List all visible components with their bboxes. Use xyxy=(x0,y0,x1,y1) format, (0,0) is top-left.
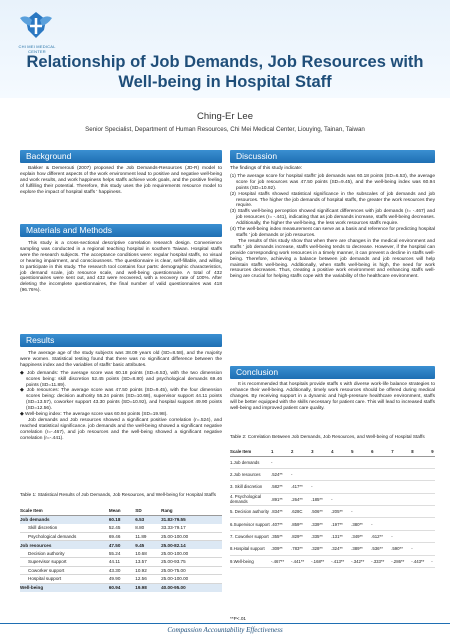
discussion-intro: The findings of this study indicate: xyxy=(230,166,303,171)
table1-caption: Table 1: Statistical Results of Job Demands, Job Resources, and Well-being for Hospital Staffs xyxy=(20,492,217,497)
table-row xyxy=(20,524,222,533)
table-cell: 9.45 xyxy=(135,541,161,550)
table-cell: 47.50 xyxy=(109,541,135,550)
list-item: (1) The average score for hospital staffs' job demands was 60.18 points (SD=6.53), the average score for job resources was 47.50 points (SD=9.45), and the well-being index was 60.94 points (SD=10.92). xyxy=(230,173,435,191)
table-cell xyxy=(391,493,411,505)
brand-name: CHI MEI MEDICAL CENTER xyxy=(18,44,56,54)
table-cell: 6.53 xyxy=(135,515,161,524)
table-cell xyxy=(331,468,351,480)
table-cell: -.333** xyxy=(371,555,391,567)
list-item: ◆ Job demands: The average score was 60.18 points (SD=6.53), with the two dimension scores being: skill discretion 52.45 points (SD=8.80) and psychological demands 69.46 points (SD=11.89). xyxy=(20,370,222,388)
table-cell: 12.56 xyxy=(135,575,161,584)
table-cell xyxy=(351,481,371,493)
table-row xyxy=(230,506,435,518)
table-cell: Supervisor support xyxy=(20,558,109,567)
results-intro: The average age of the study subjects was 38.09 years old (SD=8.58), and the majority were women. Statistical testing found that there was no significant difference between the happiness index and the variables of staffs' basic attributes. xyxy=(20,351,222,368)
methods-heading: Materials and Methods xyxy=(20,224,222,237)
table-cell xyxy=(371,481,391,493)
background-paragraph: Bakker & Demerouti (2007) proposed the Job Demands-Resources (JD-R) model to explain how different aspects of the work environment lead to positive and negative well-being and work results, and work happiness helps staffs achieve work goals, and the positive feeling of fulfilling their potential. Therefore, this study uses the job requirements resource model to explore the impact of hospital staffs ' happiness. xyxy=(20,166,222,195)
list-item: ◆ Job resources: The average score was 47.50 points (SD=9.45), with the four dimension scores being: decision authority 55.24 points (SD=10.68), supervisor support 44.11 points (SD=13.57), coworker support 43.30 points (SD=10.92), and hospital support 49.90 points (SD=12.56). xyxy=(20,388,222,412)
table-row xyxy=(20,532,222,541)
table-cell: .628C xyxy=(291,506,311,518)
table-cell xyxy=(431,456,435,468)
table-cell xyxy=(371,456,391,468)
table-cell xyxy=(391,518,411,530)
table-cell: 25.00-82.14 xyxy=(161,541,222,550)
table-cell: .389** xyxy=(351,543,371,555)
table-cell xyxy=(371,493,391,505)
results-heading: Results xyxy=(20,334,222,347)
table-cell: - xyxy=(391,530,411,542)
table-cell: 5. Decision authority xyxy=(230,506,271,518)
column-header: Scale Item xyxy=(20,507,109,515)
table-cell: Hospital support xyxy=(20,575,109,584)
discussion-items xyxy=(230,174,435,239)
table-cell: Coworker support xyxy=(20,566,109,575)
table-cell: -.413** xyxy=(331,555,351,567)
table-cell: 31.82-79.55 xyxy=(161,515,222,524)
methods-paragraph: This study is a cross-sectional descriptive correlation research design. Convenience sampling was conducted in a regional teaching hospital in southern Taiwan. Hospital staffs were the research subjects. The acceptance conditions were: regular hospital staffs, no visual or hearing impairment, and consciousness. The questionnaire is clear, self-fillable, and willing to participate in this study. The research tool contains four parts: demographic characteristics, job demand scale, job resource scale, and well-being questionnaire. A total of 432 questionnaires were sent out, and 432 were recovered, with a recovery rate of 100%. After deleting the incomplete questionnaires, the final number of valid questionnaires was 418 (96.76%). xyxy=(20,241,222,294)
table-cell: .339** xyxy=(311,518,331,530)
table-cell: - xyxy=(371,518,391,530)
table-cell: .380** xyxy=(351,518,371,530)
table-cell xyxy=(411,518,431,530)
table-cell: 44.11 xyxy=(109,558,135,567)
table-cell: .891** xyxy=(271,493,291,505)
table-cell: 8.Hospital support xyxy=(230,543,271,555)
table-cell xyxy=(431,530,435,542)
table-row xyxy=(20,575,222,584)
conclusion-text xyxy=(230,382,435,414)
table-cell xyxy=(411,456,431,468)
table-cell: .417** xyxy=(291,481,311,493)
column-header: 8 xyxy=(411,448,431,456)
table-row xyxy=(20,583,222,592)
table-cell: - xyxy=(311,481,331,493)
table-cell: 25.00-100.00 xyxy=(161,575,222,584)
table-cell: .834** xyxy=(271,506,291,518)
table-cell: 10.92 xyxy=(135,566,161,575)
table-cell: -.467** xyxy=(271,555,291,567)
table-cell: 43.30 xyxy=(109,566,135,575)
table-cell: 7. Coworker support xyxy=(230,530,271,542)
table-row xyxy=(20,549,222,558)
table-cell: .829** xyxy=(291,530,311,542)
table-cell xyxy=(391,506,411,518)
table-cell: .335** xyxy=(311,530,331,542)
table-cell: .506** xyxy=(311,506,331,518)
list-item: (2) Hospital staffs showed statistical significance in the subscales of job demands and job resources. The higher the job demands of hospital staffs, the greater the work resources they require. xyxy=(230,191,435,209)
column-header: 2 xyxy=(291,448,311,456)
list-item: (3) Staffs well-being perception showed significant differences with job demands (r= -.467) and job resources (r= -.441), indicating that as job demands increase, staffs well-being decreases. Additionally, the higher the well-being, the less work resources staffs require. xyxy=(230,209,435,227)
table-row xyxy=(230,493,435,505)
table-cell: 60.94 xyxy=(109,583,135,592)
table-cell xyxy=(351,468,371,480)
methods-text xyxy=(20,241,222,296)
table-cell: 13.57 xyxy=(135,558,161,567)
table-cell: 19.98 xyxy=(135,583,161,592)
table-cell: 6.Supervisor support xyxy=(230,518,271,530)
table-cell xyxy=(431,481,435,493)
table-row xyxy=(230,456,435,468)
table-header-row xyxy=(230,448,435,456)
results-bullets xyxy=(20,371,222,418)
discussion-text xyxy=(230,166,435,282)
background-text xyxy=(20,166,222,198)
table-cell: 52.45 xyxy=(109,524,135,533)
column-header: 4 xyxy=(331,448,351,456)
table2-note: **P<.01 xyxy=(230,616,247,621)
table-cell: 25.00-100.00 xyxy=(161,532,222,541)
table-cell: .264** xyxy=(291,493,311,505)
table-cell: .407** xyxy=(271,518,291,530)
table-cell: 9.Well-being xyxy=(230,555,271,567)
table-row xyxy=(230,468,435,480)
table-cell: .612** xyxy=(371,530,391,542)
table-cell: 60.18 xyxy=(109,515,135,524)
table-cell: 2.Job resources xyxy=(230,468,271,480)
table-cell: 10.68 xyxy=(135,549,161,558)
list-item: ◆ Well-being index: The average score was 60.94 points (SD=19.98). xyxy=(20,412,168,418)
table-cell: .185** xyxy=(311,493,331,505)
footer-motto: Compassion Accountability Effectiveness xyxy=(167,626,283,634)
table2 xyxy=(230,448,435,568)
table-cell: .328** xyxy=(311,543,331,555)
table-row xyxy=(230,530,435,542)
table-cell: 3. Skill discretion xyxy=(230,481,271,493)
table-cell xyxy=(351,456,371,468)
column-header: SD xyxy=(135,507,161,515)
table-cell xyxy=(431,468,435,480)
table-cell: -.441** xyxy=(291,555,311,567)
table-cell: .859** xyxy=(291,518,311,530)
table-cell: Well-being xyxy=(20,583,109,592)
table-cell xyxy=(411,481,431,493)
table-cell: 25.00-75.00 xyxy=(161,566,222,575)
table-cell: Job demands xyxy=(20,515,109,524)
table-cell: 8.80 xyxy=(135,524,161,533)
table-cell xyxy=(411,506,431,518)
table-cell: .197** xyxy=(331,518,351,530)
table-cell xyxy=(391,481,411,493)
table-cell: .590** xyxy=(391,543,411,555)
table-cell xyxy=(411,493,431,505)
table-cell xyxy=(411,468,431,480)
table-cell: 69.46 xyxy=(109,532,135,541)
table-cell: 33.33-79.17 xyxy=(161,524,222,533)
table2-caption: Table 2: Correlation Between Job Demands, Job Resources, and Well-being of Hospital Staffs xyxy=(230,434,425,439)
column-header: 5 xyxy=(351,448,371,456)
table-row xyxy=(20,515,222,524)
table-cell xyxy=(311,456,331,468)
table-row xyxy=(230,543,435,555)
conclusion-paragraph: It is recommended that hospitals provide staffs s with diverse work-life balance strategies to enhance their well-being. Additionally, timely work resources should be offered during medical changes. By receiving support in a dynamic and high-pressure healthcare environment, staffs will be better equipped with the skills necessary for patient care. This will lead to increased staffs well-being and improved patient care quality. xyxy=(230,382,435,411)
table-cell: -.342** xyxy=(351,555,371,567)
table-cell: - xyxy=(411,543,431,555)
table-cell xyxy=(351,493,371,505)
table-cell: - xyxy=(291,468,311,480)
table-cell: 40.00-95.00 xyxy=(161,583,222,592)
table-cell xyxy=(411,530,431,542)
table-row xyxy=(20,566,222,575)
table-cell: .582** xyxy=(271,481,291,493)
table-cell xyxy=(391,468,411,480)
background-heading: Background xyxy=(20,150,222,163)
table-cell: - xyxy=(431,555,435,567)
table-cell: .131** xyxy=(331,530,351,542)
table-cell xyxy=(431,506,435,518)
hospital-logo xyxy=(18,8,54,52)
column-header: 1 xyxy=(271,448,291,456)
table-header-row xyxy=(20,507,222,515)
list-item: (4) The well-being index measurement can serve as a basis and reference for predicting hospital staffs ' job demands or job resources. xyxy=(230,227,435,238)
table-cell: 1.Job demands xyxy=(230,456,271,468)
table-cell xyxy=(391,456,411,468)
results-text xyxy=(20,351,222,444)
column-header: 7 xyxy=(391,448,411,456)
table-cell: .309** xyxy=(271,543,291,555)
table-cell: -.443** xyxy=(411,555,431,567)
table-cell: .355** xyxy=(271,530,291,542)
poster-title: Relationship of Job Demands, Job Resources with Well-being in Hospital Staff xyxy=(26,53,424,91)
conclusion-heading: Conclusion xyxy=(230,366,435,379)
table-cell xyxy=(331,481,351,493)
table-cell: Decision authority xyxy=(20,549,109,558)
table-cell xyxy=(311,468,331,480)
table-row xyxy=(230,518,435,530)
results-closing: Job demands and Job resources showed a significant positive correlation (r=.524), and reached statistical significance. job demands and the well-being showed a significant negative correlation (r=-.467), and job resources and the well-being showed a significant negative correlation (r=-.441). xyxy=(20,417,222,441)
column-header: 9 xyxy=(431,449,434,455)
table-row xyxy=(20,558,222,567)
column-header: Scale Item xyxy=(230,448,271,456)
column-header: Mean xyxy=(109,507,135,515)
table-cell xyxy=(431,493,435,505)
table-cell: - xyxy=(351,506,371,518)
table-cell: Job resources xyxy=(20,541,109,550)
table-cell: 49.90 xyxy=(109,575,135,584)
table-cell: 4. Psychological demands xyxy=(230,493,271,505)
table1 xyxy=(20,507,222,592)
author-name: Ching-Er Lee xyxy=(197,111,253,122)
table-cell: .783** xyxy=(291,543,311,555)
table-cell: -.168** xyxy=(311,555,331,567)
table-row xyxy=(20,541,222,550)
footer-divider xyxy=(0,623,450,624)
table-cell: 25.00-93.75 xyxy=(161,558,222,567)
column-header: Rang xyxy=(161,507,222,515)
table-cell: Skill discretion xyxy=(20,524,109,533)
column-header: 3 xyxy=(311,448,331,456)
table-cell: 25.00-100.00 xyxy=(161,549,222,558)
table-cell xyxy=(291,456,311,468)
table-cell: .349** xyxy=(351,530,371,542)
table-cell xyxy=(431,518,435,530)
table-cell: 11.89 xyxy=(135,532,161,541)
table-cell xyxy=(371,506,391,518)
discussion-heading: Discussion xyxy=(230,150,435,163)
hospital-wing-emblem-icon xyxy=(18,8,54,44)
column-header: 6 xyxy=(371,448,391,456)
table-row xyxy=(230,481,435,493)
table-cell: .205** xyxy=(331,506,351,518)
table-cell xyxy=(331,456,351,468)
table-cell: - xyxy=(331,493,351,505)
table-cell: - xyxy=(271,456,291,468)
table-cell: .524** xyxy=(271,468,291,480)
poster-header xyxy=(0,0,450,98)
table-cell: .536** xyxy=(371,543,391,555)
table-cell xyxy=(371,468,391,480)
table-cell: Psychological demands xyxy=(20,532,109,541)
table-cell: 55.24 xyxy=(109,549,135,558)
discussion-closing: The results of this study show that when there are changes in the medical environment and staffs ' job demands increase, staffs well-being tends to decrease. However, if the hospital can provide corresponding work resources in a timely manner, it can prevent a decline in staffs well-being. Therefore, achieving a balance between job demands and job resources will help maintain staffs well-being. Additionally, when staffs well-being is high, the need for work resources decreases. Thus, creating a positive work environment and enhancing staffs well-being are crucial for helping staffs cope with the variability of the healthcare environment. xyxy=(230,238,435,280)
table-row xyxy=(230,555,435,567)
author-affiliation: Senior Specialist, Department of Human Resources, Chi Mei Medical Center, Liouying, Tainan, Taiwan xyxy=(85,126,365,133)
table-cell: -.286** xyxy=(391,555,411,567)
table-cell xyxy=(431,543,435,555)
table-cell: .324** xyxy=(331,543,351,555)
